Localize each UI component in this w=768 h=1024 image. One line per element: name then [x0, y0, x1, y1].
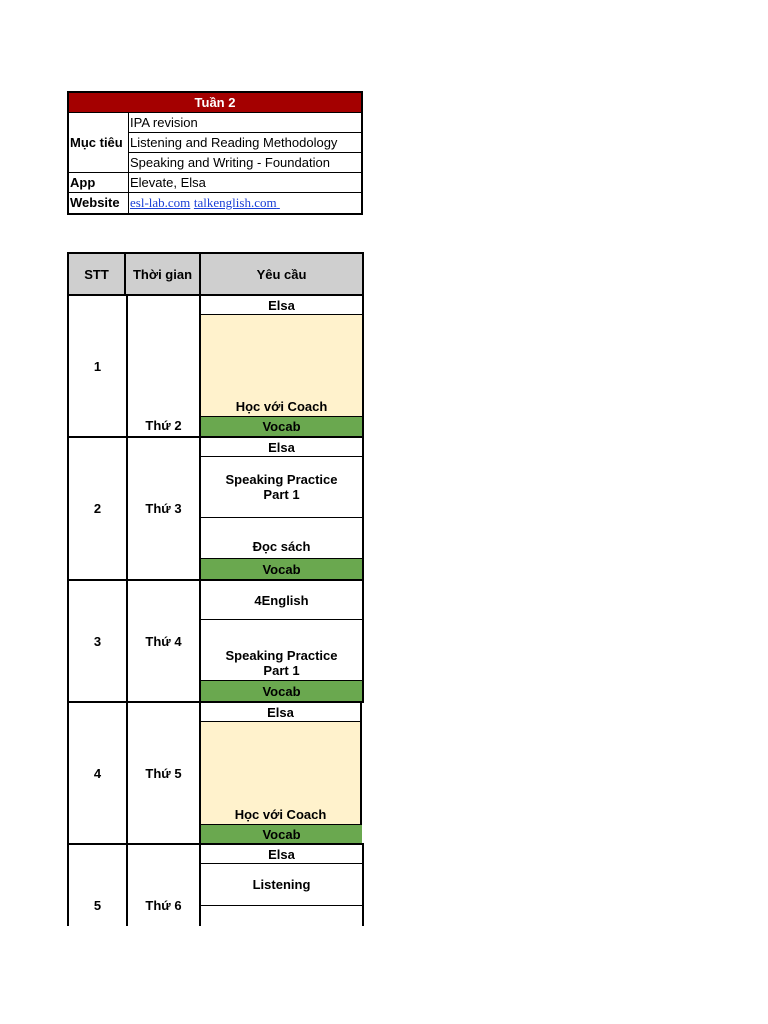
header-time: Thời gian — [126, 254, 201, 294]
row-stt: 5 — [93, 897, 102, 913]
task-cell: Speaking Practice Part 1 — [201, 457, 362, 518]
website-links — [129, 193, 361, 213]
goal-item: IPA revision — [129, 113, 361, 133]
row-stt: 3 — [93, 633, 102, 649]
task-cell: Speaking Practice Part 1 — [225, 648, 338, 678]
link-trailing-space — [277, 195, 280, 210]
row-day: Thứ 5 — [145, 765, 182, 781]
row-day: Thứ 4 — [145, 633, 182, 649]
task-cell: Elsa — [201, 845, 362, 864]
row-day: Thứ 6 — [145, 897, 182, 913]
app-value: Elevate, Elsa — [129, 173, 361, 193]
task-cell: 4English — [201, 581, 362, 620]
task-cell: Elsa — [201, 703, 360, 722]
row-day: Thứ 3 — [145, 501, 182, 516]
week-title: Tuần 2 — [69, 93, 361, 113]
task-cell-coach: Học với Coach — [201, 722, 360, 824]
week-info-table — [67, 91, 363, 215]
task-cell: Đọc sách — [252, 539, 311, 554]
task-cell: Elsa — [201, 296, 362, 315]
goal-label: Mục tiêu — [69, 113, 129, 173]
website-link[interactable]: esl-lab.com — [130, 195, 191, 210]
row-stt: 4 — [93, 765, 102, 781]
website-link[interactable]: talkenglish.com — [193, 195, 277, 210]
website-label: Website — [69, 193, 129, 213]
goal-item: Listening and Reading Methodology — [129, 133, 361, 153]
header-requirement: Yêu cầu — [201, 254, 362, 294]
task-cell-coach: Học với Coach — [201, 315, 362, 416]
row-day: Thứ 2 — [145, 418, 182, 433]
row-stt: 1 — [93, 358, 102, 374]
header-stt: STT — [69, 254, 126, 294]
task-cell-vocab: Vocab — [201, 558, 362, 579]
task-cell-vocab: Vocab — [201, 824, 362, 843]
task-cell-vocab: Vocab — [201, 416, 362, 436]
task-cell: Listening — [201, 864, 362, 906]
goal-item: Speaking and Writing - Foundation — [129, 153, 361, 173]
task-cell: Elsa — [201, 438, 362, 457]
task-cell-vocab: Vocab — [201, 680, 362, 701]
app-label: App — [69, 173, 129, 193]
row-stt: 2 — [93, 501, 102, 516]
schedule-table — [67, 252, 364, 928]
